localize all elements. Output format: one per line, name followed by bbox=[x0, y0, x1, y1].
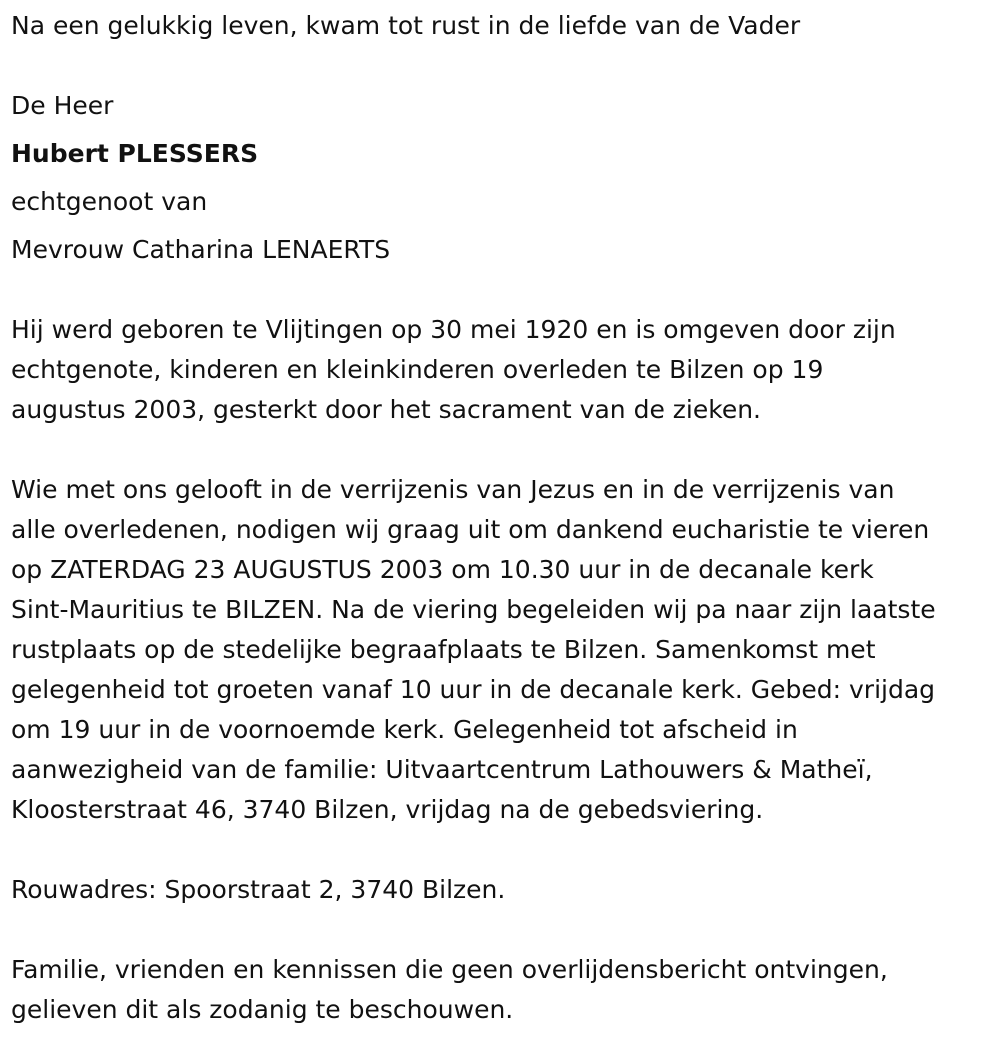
spacer bbox=[11, 46, 996, 86]
spouse-name: Mevrouw Catharina LENAERTS bbox=[11, 235, 391, 264]
paragraph-line: Kloosterstraat 46, 3740 Bilzen, vrijdag na de gebedsviering. bbox=[11, 795, 764, 824]
paragraph-line: Wie met ons gelooft in de verrijzenis van Jezus en in de verrijzenis van bbox=[11, 475, 895, 504]
deceased-name: Hubert PLESSERS bbox=[11, 139, 259, 168]
relation-text: echtgenoot van bbox=[11, 187, 208, 216]
salutation: De Heer bbox=[11, 91, 114, 120]
paragraph-line: Hij werd geboren te Vlijtingen op 30 mei 1920 en is omgeven door zijn bbox=[11, 315, 896, 344]
paragraph-line: Familie, vrienden en kennissen die geen overlijdensbericht ontvingen, bbox=[11, 955, 888, 984]
paragraph-line: gelieven dit als zodanig te beschouwen. bbox=[11, 995, 514, 1024]
spacer bbox=[11, 830, 996, 870]
spacer bbox=[11, 910, 996, 950]
mourning-address: Rouwadres: Spoorstraat 2, 3740 Bilzen. bbox=[11, 875, 506, 904]
closing-paragraph bbox=[11, 950, 996, 1030]
spacer bbox=[11, 270, 996, 310]
ceremony-paragraph bbox=[11, 470, 996, 830]
paragraph-line: echtgenote, kinderen en kleinkinderen overleden te Bilzen op 19 bbox=[11, 355, 824, 384]
paragraph-line: alle overledenen, nodigen wij graag uit om dankend eucharistie te vieren bbox=[11, 515, 930, 544]
paragraph-line: gelegenheid tot groeten vanaf 10 uur in de decanale kerk. Gebed: vrijdag bbox=[11, 675, 936, 704]
spacer bbox=[11, 430, 996, 470]
paragraph-line: om 19 uur in de voornoemde kerk. Gelegenheid tot afscheid in bbox=[11, 715, 798, 744]
birth-paragraph bbox=[11, 310, 996, 430]
paragraph-line: aanwezigheid van de familie: Uitvaartcentrum Lathouwers & Matheï, bbox=[11, 755, 873, 784]
paragraph-line: op ZATERDAG 23 AUGUSTUS 2003 om 10.30 uur in de decanale kerk bbox=[11, 555, 874, 584]
paragraph-line: rustplaats op de stedelijke begraafplaats te Bilzen. Samenkomst met bbox=[11, 635, 876, 664]
spacer bbox=[11, 222, 996, 230]
obituary-document bbox=[11, 6, 996, 1030]
paragraph-line: Sint-Mauritius te BILZEN. Na de viering begeleiden wij pa naar zijn laatste bbox=[11, 595, 936, 624]
paragraph-line: augustus 2003, gesterkt door het sacrament van de zieken. bbox=[11, 395, 761, 424]
intro-line: Na een gelukkig leven, kwam tot rust in de liefde van de Vader bbox=[11, 11, 801, 40]
